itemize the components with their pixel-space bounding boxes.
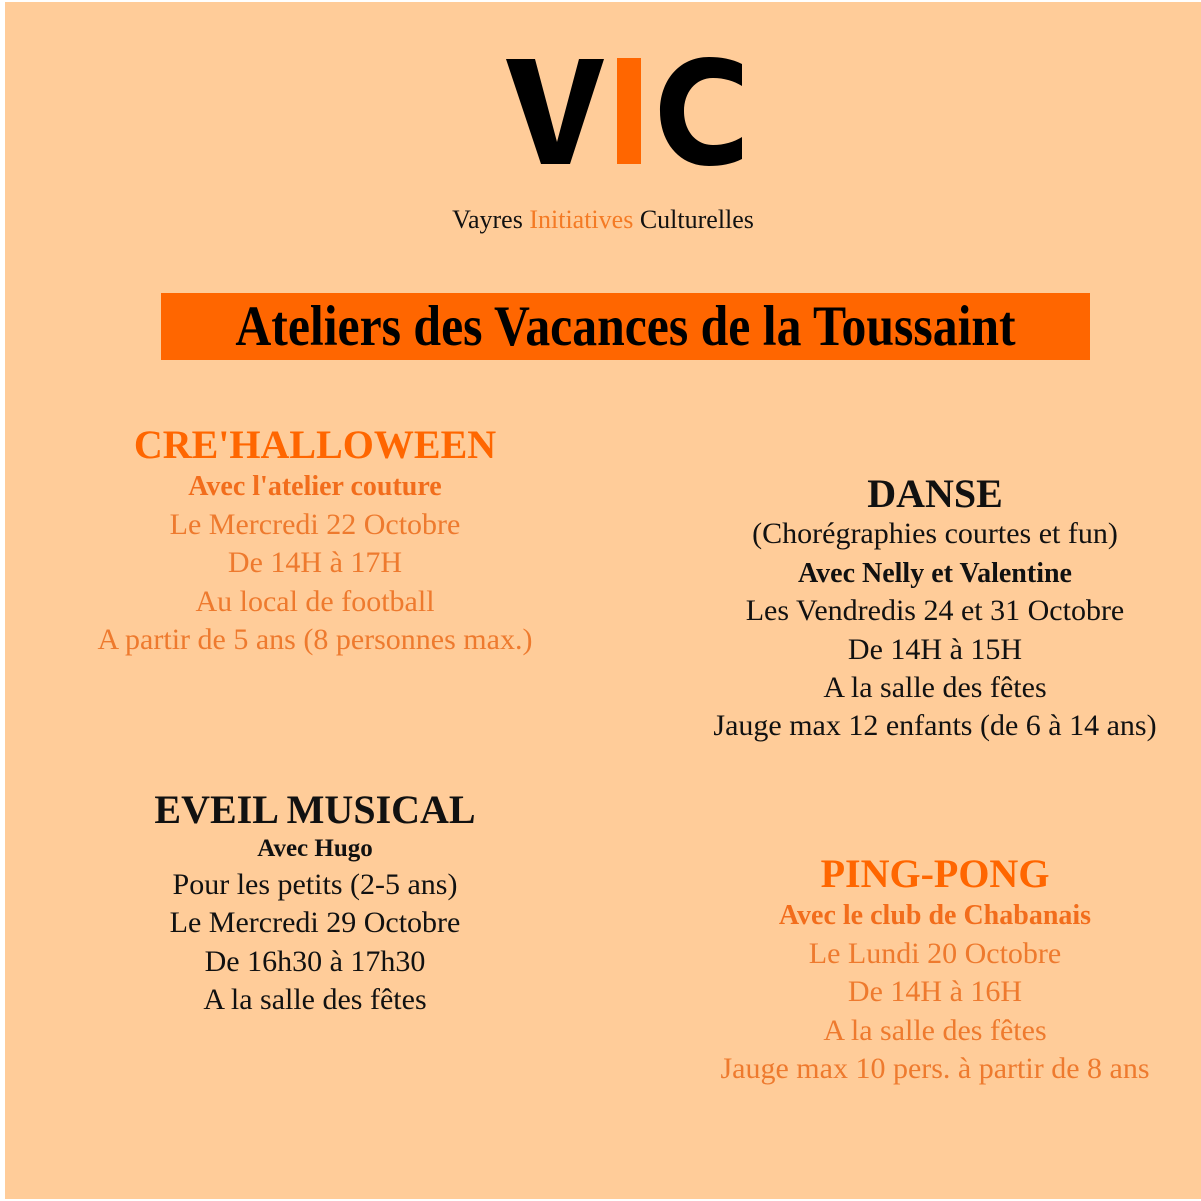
workshop-eveil-musical xyxy=(5,2,625,1102)
workshop-date: Le Lundi 20 Octobre xyxy=(808,937,1062,970)
workshop-time: De 14H à 17H xyxy=(227,546,403,579)
workshop-host: Avec l'atelier couture xyxy=(188,471,442,502)
workshop-title: DANSE xyxy=(867,471,1003,516)
workshop-host: Avec Nelly et Valentine xyxy=(798,558,1072,589)
org-name-vayres: Vayres xyxy=(452,205,523,234)
workshop-capacity: Jauge max 12 enfants (de 6 à 14 ans) xyxy=(713,709,1157,742)
page-title: Ateliers des Vacances de la Toussaint xyxy=(235,295,1016,358)
workshop-capacity: Jauge max 10 pers. à partir de 8 ans xyxy=(720,1052,1150,1085)
workshop-title: EVEIL MUSICAL xyxy=(154,787,476,832)
workshop-host: Avec le club de Chabanais xyxy=(778,900,1092,931)
poster xyxy=(5,2,1201,1199)
workshop-time: De 16h30 à 17h30 xyxy=(204,945,426,978)
workshop-date: Le Mercredi 29 Octobre xyxy=(169,906,461,939)
workshop-time: De 14H à 16H xyxy=(847,975,1023,1008)
workshop-host: Avec Hugo xyxy=(257,835,373,862)
workshop-location: A la salle des fêtes xyxy=(203,983,427,1016)
workshop-ping-pong xyxy=(625,2,1201,1102)
workshop-capacity: A partir de 5 ans (8 personnes max.) xyxy=(97,623,533,656)
org-name-culturelles: Culturelles xyxy=(639,205,754,234)
workshop-date: Le Mercredi 22 Octobre xyxy=(169,508,461,541)
org-name-initiatives: Initiatives xyxy=(529,205,634,234)
workshop-title: CRE'HALLOWEEN xyxy=(133,422,497,467)
workshop-date: Les Vendredis 24 et 31 Octobre xyxy=(745,594,1125,627)
workshop-location: A la salle des fêtes xyxy=(823,1014,1047,1047)
workshop-location: A la salle des fêtes xyxy=(823,671,1047,704)
workshop-location: Au local de football xyxy=(195,585,435,618)
workshop-description: (Chorégraphies courtes et fun) xyxy=(752,517,1118,550)
workshop-time: De 14H à 15H xyxy=(847,633,1023,666)
workshop-title: PING-PONG xyxy=(820,851,1050,896)
workshop-audience: Pour les petits (2-5 ans) xyxy=(172,868,458,901)
